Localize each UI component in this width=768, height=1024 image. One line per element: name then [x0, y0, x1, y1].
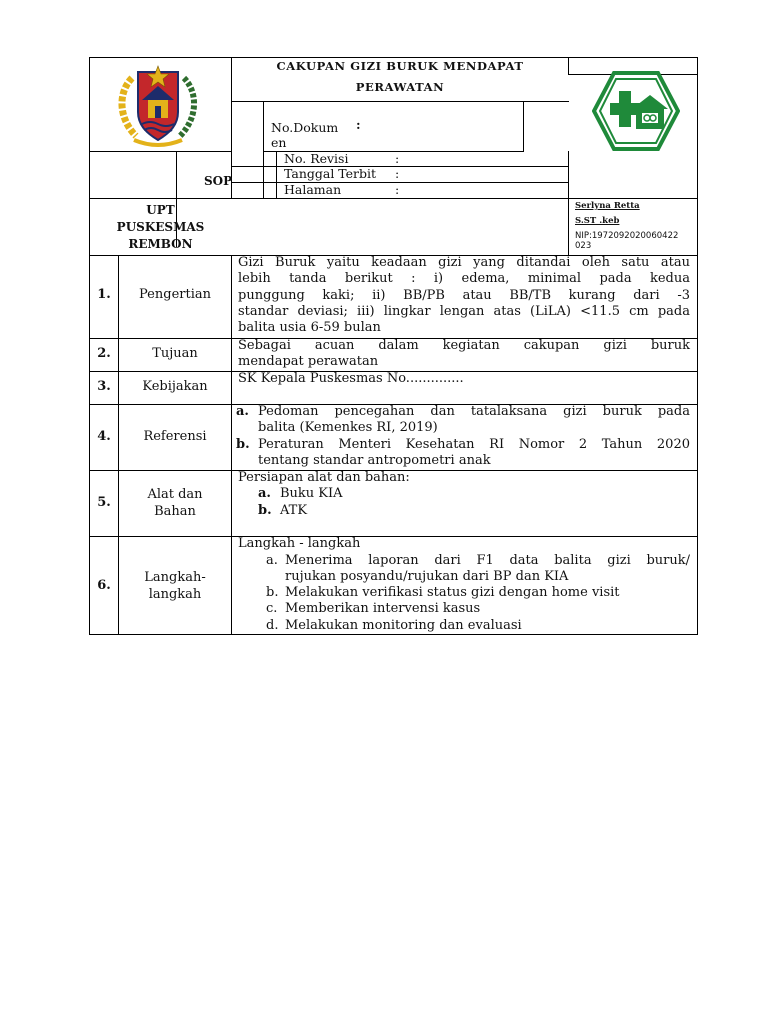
org-line3: REMBON [128, 237, 193, 251]
row-text-line: standar deviasi; iii) lingkar lengan atas (LiLA) <11.5 cm pada [238, 304, 690, 319]
list-item-line: ATK [280, 503, 308, 518]
list-item-line: Melakukan monitoring dan evaluasi [285, 618, 522, 633]
meta-colon-no-revisi: : [395, 151, 400, 166]
list-intro: Persiapan alat dan bahan: [238, 470, 410, 485]
signer-nip-a: NIP:1972092020060422 [575, 231, 679, 241]
regional-emblem-icon [112, 60, 204, 148]
list-item-line: rujukan posyandu/rujukan dari BP dan KIA [285, 569, 569, 584]
no-dokumen-label-b: en [271, 135, 287, 150]
list-item-line: Memberikan intervensi kasus [285, 601, 481, 616]
list-item-line: tentang standar antropometri anak [258, 453, 491, 468]
list-marker: b. [236, 437, 250, 452]
sop-label: SOP [204, 174, 233, 188]
org-line2: PUSKESMAS [116, 220, 205, 234]
row-number: 3. [97, 379, 111, 394]
row-text-line: Gizi Buruk yaitu keadaan gizi yang ditandai oleh satu atau [238, 255, 690, 270]
list-marker: b. [266, 585, 279, 600]
row-label-line: Langkah- [144, 570, 206, 585]
row-label [119, 486, 231, 520]
no-dokumen-colon: : [356, 117, 361, 132]
row-label: Tujuan [152, 346, 198, 361]
list-item-line: Melakukan verifikasi status gizi dengan home visit [285, 585, 620, 600]
row-label: Kebijakan [142, 379, 208, 394]
row-label-line: langkah [148, 587, 202, 602]
meta-label-halaman: Halaman [284, 182, 342, 197]
list-item-line: Peraturan Menteri Kesehatan RI Nomor 2 Tahun 2020 [258, 437, 690, 452]
list-item-line: Menerima laporan dari F1 data balita gizi buruk/ [285, 553, 690, 568]
row-label: Referensi [143, 429, 207, 444]
document-title-line2: PERAWATAN [355, 80, 445, 94]
row-text-line: Sebagai acuan dalam kegiatan cakupan gizi buruk [238, 338, 690, 353]
org-name [90, 202, 231, 253]
row-text-line: balita usia 6-59 bulan [238, 320, 381, 335]
list-intro: Langkah - langkah [238, 536, 361, 551]
meta-label-tanggal-terbit: Tanggal Terbit [284, 166, 377, 181]
meta-colon-tanggal-terbit: : [395, 166, 400, 181]
row-label: Pengertian [139, 287, 211, 302]
row-text-line: mendapat perawatan [238, 354, 379, 369]
document-title-line1: CAKUPAN GIZI BURUK MENDAPAT [276, 59, 524, 73]
list-marker: a. [236, 404, 249, 419]
list-item-line: Buku KIA [280, 486, 343, 501]
row-number: 6. [97, 578, 111, 593]
row-number: 4. [97, 429, 111, 444]
row-number: 1. [97, 287, 111, 302]
signer-nip-b: 023 [575, 241, 592, 251]
list-marker: d. [266, 618, 279, 633]
row-text-line: SK Kepala Puskesmas No.............. [238, 371, 464, 386]
row-label-line: Alat dan [147, 487, 203, 502]
list-marker: a. [258, 486, 271, 501]
list-item-line: Pedoman pencegahan dan tatalaksana gizi buruk pada [258, 404, 690, 419]
row-label-line: Bahan [154, 504, 196, 519]
meta-label-no-revisi: No. Revisi [284, 151, 349, 166]
row-number: 2. [97, 346, 111, 361]
no-dokumen-label-a: No.Dokum [271, 120, 339, 135]
meta-colon-halaman: : [395, 182, 400, 197]
row-text-line: lebih tanda berikut : i) edema, minimal pada kedua [238, 271, 690, 286]
puskesmas-logo-icon [592, 71, 680, 151]
list-marker: a. [266, 553, 278, 568]
row-text-line: punggung kaki; ii) BB/PB atau BB/TB kurang dari -3 [238, 288, 690, 303]
list-item-line: balita (Kemenkes RI, 2019) [258, 420, 438, 435]
org-line1: UPT [146, 203, 175, 217]
signer-name: Serlyna Retta [575, 201, 640, 211]
list-marker: b. [258, 503, 272, 518]
signer-title: S.ST .keb [575, 216, 620, 226]
list-marker: c. [266, 601, 278, 616]
row-label [119, 569, 231, 603]
row-number: 5. [97, 495, 111, 510]
